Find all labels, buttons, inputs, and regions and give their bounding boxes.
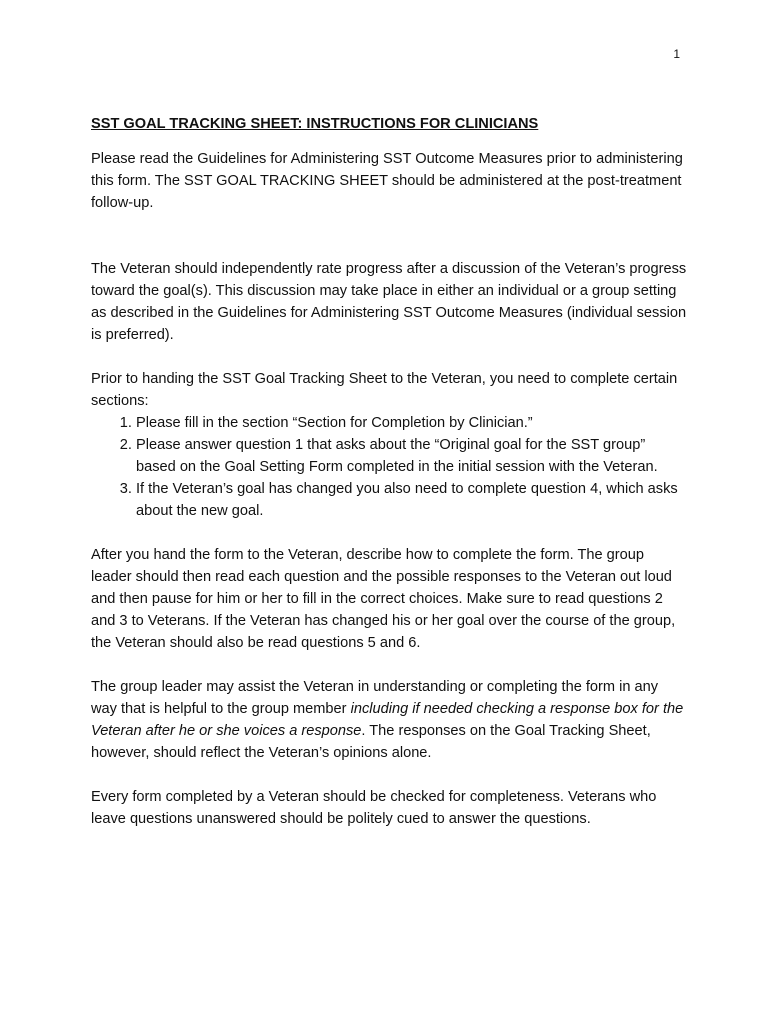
list-item: 3. If the Veteran’s goal has changed you also need to complete question 4, which asks about the new goal.: [136, 478, 687, 522]
paragraph-completeness-check: Every form completed by a Veteran should be checked for completeness. Veterans who leave questions unanswered should be politely cued to answer the questions.: [91, 789, 657, 827]
instruction-steps-list: [91, 412, 687, 522]
document-body: [91, 114, 687, 830]
paragraph-after-handing: After you hand the form to the Veteran, describe how to complete the form. The group leader should then read each question and the possible responses to the Veteran out loud and then pause for him or her to fill in the correct choices. Make sure to read questions 2 and 3 to Veterans. If the Veteran has changed his or her goal over the course of the group, the Veteran should also be read questions 5 and 6.: [91, 547, 676, 651]
list-item: 1. Please fill in the section “Section for Completion by Clinician.”: [136, 412, 687, 434]
paragraph-text: The group leader may assist the Veteran in understanding or completing the form in any way that is helpful to the group member: [91, 679, 659, 717]
page-number: 1: [673, 47, 680, 61]
document-title: SST GOAL TRACKING SHEET: INSTRUCTIONS FOR CLINICIANS: [91, 116, 539, 132]
paragraph-group-leader-assist: [91, 676, 687, 764]
italic-emphasis: including if needed checking a response box for the Veteran after he or she voices a response: [91, 701, 684, 739]
list-item: 2. Please answer question 1 that asks about the “Original goal for the SST group” based on the Goal Setting Form completed in the initial session with the Veteran.: [136, 434, 687, 478]
paragraph-guidelines: Please read the Guidelines for Administering SST Outcome Measures prior to administering this form. The SST GOAL TRACKING SHEET should be administered at the post-treatment follow-up.: [91, 151, 683, 211]
paragraph-independent-rating: The Veteran should independently rate progress after a discussion of the Veteran’s progress toward the goal(s). This discussion may take place in either an individual or a group setting as described in the Guidelines for Administering SST Outcome Measures (individual session is preferred).: [91, 261, 687, 343]
paragraph-text: . The responses on the Goal Tracking Sheet, however, should reflect the Veteran’s opinions alone.: [91, 723, 651, 761]
paragraph-prior-to-handing: Prior to handing the SST Goal Tracking Sheet to the Veteran, you need to complete certain sections:: [91, 371, 678, 409]
